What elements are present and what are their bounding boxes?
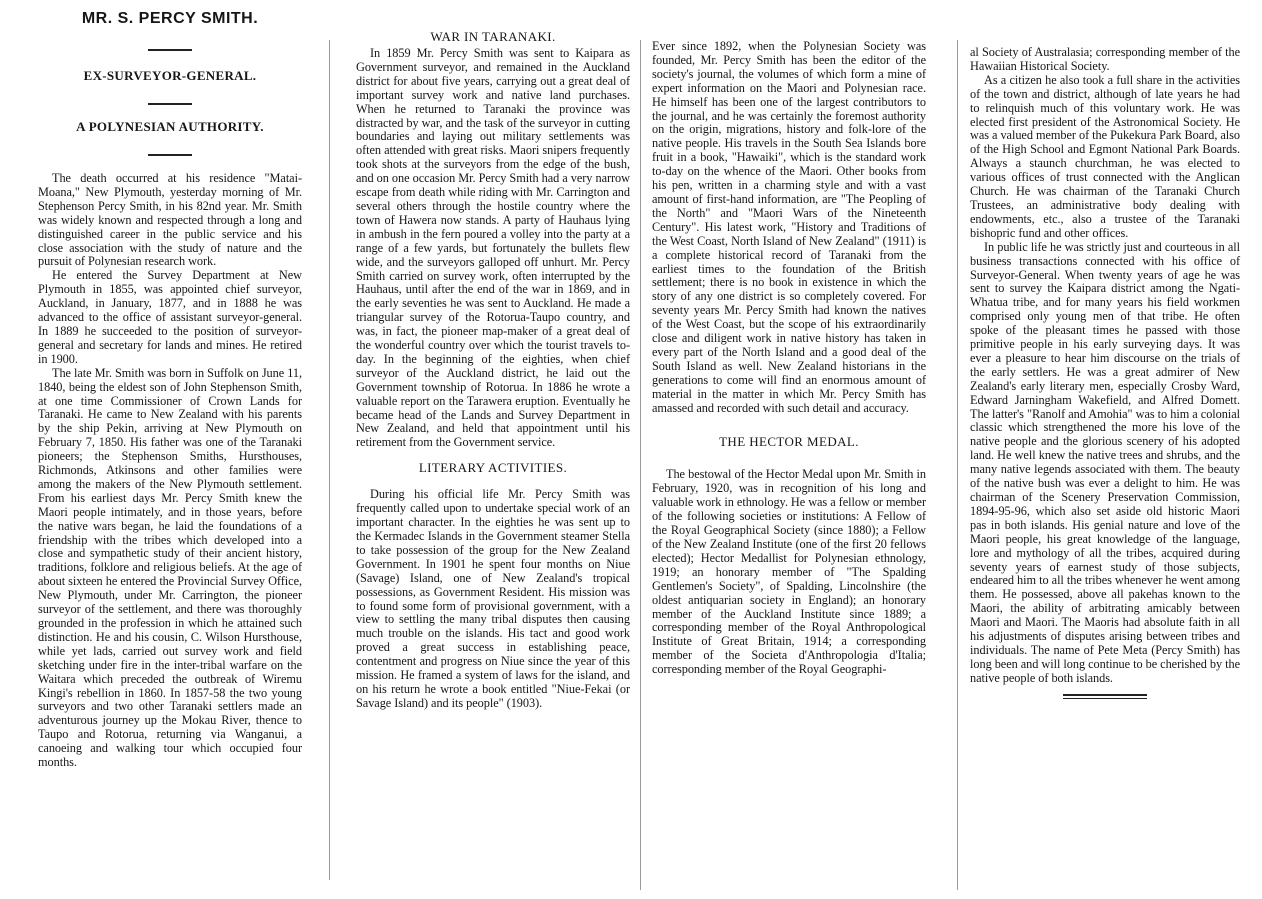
article-body <box>652 468 926 677</box>
end-rule <box>1063 698 1147 699</box>
paragraph: As a citizen he also took a full share in the activities of the town and district, although of late years he had to relinquish much of this voluntary work. He was elected first president of the Astronomical Society. He was a valued member of the Pukekura Park Board, also of the High School and Egmont National Park Boards. Always a staunch churchman, he was elected to various offices of trust connected with the Anglican Church. He was chairman of the Taranaki Church Trustees, an administrative body dealing with endowments, etc., also a trustee of the Taranaki bishopric fund and other offices. <box>970 72 1240 240</box>
subheadline: EX-SURVEYOR-GENERAL. <box>83 68 257 83</box>
column-1 <box>34 0 306 899</box>
section-heading-hector-medal: THE HECTOR MEDAL. <box>719 434 859 450</box>
divider <box>148 49 192 51</box>
column-3 <box>648 0 930 899</box>
paragraph: In 1859 Mr. Percy Smith was sent to Kaipara as Government surveyor, and remained in the Auckland district for about five years, carrying out a great deal of important survey work and native land purchases. When he returned to Taranaki the province was distracted by war, and the task of the surveyor in cutting boundaries and laying out military settlements was often attended with great risks. Maori snipers frequently took shots at the surveyors from the edge of the bush, and on one occasion Mr. Percy Smith had a very narrow escape from death while riding with Mr. Carrington and several others through the hostile country where the town of Hawera now stands. A party of Hauhaus lying in ambush in the fern poured a volley into the party at a range of a few yards, but fortunately the bullets flew wide, and the surveyors galloped off unhurt. Mr. Percy Smith carried on survey work, often interrupted by the Hauhaus, until after the end of the war in 1869, and in the early seventies he was sent to Auckland. He made a triangular survey of the Rotorua-Taupo country, and was, in fact, the pioneer map-maker of a great deal of the wonderful country over which the tourist travels to-day. In the beginning of the eighties, when chief surveyor of the Auckland district, he laid out the Government township of Rotorua. In 1886 he wrote a valuable report on the Tarawera eruption. Eventually he became head of the Lands and Survey Department in New Zealand, and held that appointment until his retirement from the Government service. <box>356 46 630 450</box>
column-rule <box>329 40 330 880</box>
paragraph: During his official life Mr. Percy Smith was frequently called upon to undertake special work of an important character. In the eighties he was sent up to the Kermadec Islands in the Government steamer Stella to take possession of the group for the New Zealand Government. In 1901 he spent four months on Niue (Savage) Island, one of New Zealand's tropical possessions, as Government Resident. His mission was to found some form of provisional government, with a view to settling the many tribal disputes then causing much trouble on the islands. His tact and good work proved a great success in establishing peace, contentment and progress on Niue since the year of this mission. He framed a system of laws for the island, and on his return he wrote a book entitled "Niue-Fekai (or Savage Island) and its people" (1903). <box>356 487 630 710</box>
paragraph: Ever since 1892, when the Polynesian Society was founded, Mr. Percy Smith has been the editor of the society's journal, the volumes of which form a mine of expert information on the Maori and Polynesian race. He himself has been one of the largest contributors to the journal, and he was certainly the foremost authority on the origin, migrations, history and folk-lore of the native people. His travels in the South Sea Islands bore fruit in a book, "Hawaiki", which is the standard work to-day on the whence of the Maori. Other books from his pen, written in a charming style and with a vast amount of first-hand information, are "The Peopling of the North" and "Maori Wars of the Nineteenth Century". His latest work, "History and Traditions of the West Coast, North Island of New Zealand" (1911) is a complete historical record of Taranaki from the earliest times to the foundation of the British settlement; there is no book in existence in which the story of any one district is so completely covered. For seventy years Mr. Percy Smith had known the natives of the West Coast, but the scope of his extraordinarily close and diligent work in native history has taken in every part of the North Island and a good deal of the South Island as well. New Zealand historians in the generations to come will find an enormous amount of material in the matter in which Mr. Percy Smith has amassed and recorded with such detail and accuracy. <box>652 39 926 415</box>
paragraph: The death occurred at his residence "Matai-Moana," New Plymouth, yesterday morning of Mr. Stephenson Percy Smith, in his 82nd year. Mr. Smith was widely known and respected through a long and distinguished career in the public service and his close association with the study of nature and the pursuit of Polynesian research work. <box>38 171 302 269</box>
article-body <box>356 488 630 711</box>
column-rule <box>640 40 641 890</box>
paragraph: He entered the Survey Department at New Plymouth in 1855, was appointed chief surveyor, Auckland, in January, 1877, and in 1888 he was advanced to the office of assistant surveyor-general. In 1889 he succeeded to the position of surveyor-general and secretary for lands and mines. He retired in 1900. <box>38 268 302 366</box>
column-2 <box>352 0 634 899</box>
paragraph: al Society of Australasia; corresponding member of the Hawaiian Historical Society. <box>970 45 1240 73</box>
headline: MR. S. PERCY SMITH. <box>81 10 259 27</box>
article-body <box>356 47 630 450</box>
divider <box>148 154 192 156</box>
section-heading-war: WAR IN TARANAKI. <box>430 29 556 44</box>
paragraph: The late Mr. Smith was born in Suffolk on June 11, 1840, being the eldest son of John Stephenson Smith, at one time Commissioner of Crown Lands for Taranaki. He came to New Zealand with his parents by the ship Pekin, arriving at New Plymouth on February 7, 1850. His father was one of the Taranaki pioneers; the Stephenson Smiths, Hursthouses, Richmonds, Atkinsons and other families were among the makers of the New Plymouth settlement. From his earliest days Mr. Percy Smith knew the Maori people intimately, and in those years, before the native wars began, he laid the foundations of a friendship with the tribes which developed into a close and sympathetic study of their ancient history, traditions, folklore and religious beliefs. At the age of about sixteen he entered the Provincial Survey Office, New Plymouth, under Mr. Carrington, the pioneer surveyor of the settlement, and there was thoroughly grounded in the profession in which he attained such distinction. He and his cousin, C. Wilson Hursthouse, while yet lads, carried out survey work and field sketching under fire in the inter-tribal warfare on the Waitara which preceded the outbreak of Wiremu Kingi's rebellion in 1860. In 1857-58 the two young surveyors and two other Taranaki settlers made an adventurous journey up the Mokau River, thence to Taupo and Rotorua, returning via Wanganui, a canoeing and walking tour which occupied four months. <box>38 365 302 770</box>
article-body <box>38 172 302 770</box>
column-4 <box>966 0 1244 899</box>
section-heading-literary: LITERARY ACTIVITIES. <box>418 460 568 476</box>
end-rule <box>1063 694 1147 696</box>
column-rule <box>957 40 958 890</box>
divider <box>148 103 192 105</box>
article-body <box>970 46 1240 686</box>
subheadline-2: A POLYNESIAN AUTHORITY. <box>76 119 264 134</box>
paragraph: In public life he was strictly just and courteous in all business transactions connected with his office of Surveyor-General. When twenty years of age he was sent to survey the Kaipara district among the Ngati-Whatua tribe, and for many years his field workmen comprised only young men of that tribe. He often spoke of the pleasant times he passed with those primitive people in his early surveying days. It was ever a pleasure to hear him discourse on the trials of the early settlers. He was a great admirer of New Zealand's early literary men, especially Crosby Ward, Edward Jarningham Wakefield, and Alfred Domett. The latter's "Ranolf and Amohia" was to him a colonial classic which strengthened the more his love of the native people and the glorious scenery of his adopted land. He well knew the native trees and shrubs, and the many native legends associated with them. The beauty of the native bush was ever a delight to him. He was chairman of the Scenery Preservation Commission, 1894-95-96, which also set aside old historic Maori pas in both islands. His genial nature and love of the Maori people, his great knowledge of the language, lore and mythology of all the tribes, acquired during seventy years of earnest study of those subjects, endeared him to all the tribes whenever he went among them. He possessed, above all pakehas known to the Maori, the ability of arbitrating amicably between Maori and Maori. The Maoris had absolute faith in all his adjustments of disputes arising between tribes and individuals. The name of Pete Meta (Percy Smith) has long been and will long continue to be cherished by the native people of both islands. <box>970 239 1240 685</box>
article-body <box>652 40 926 415</box>
paragraph: The bestowal of the Hector Medal upon Mr. Smith in February, 1920, was in recognition of his long and valuable work in ethnology. He was a fellow or member of the following societies or institutions: A Fellow of the Royal Geographical Society (since 1880); a Fellow of the New Zealand Institute (one of the first 20 fellows elected); Hector Medallist for Polynesian ethnology, 1919; an honorary member of "The Spalding Gentlemen's Society", of Spalding, Lincolnshire (the oldest antiquarian society in England); an honorary member of the Auckland Institute since 1889; a corresponding member of the Royal Anthropological Institute of Great Britain, 1914; a corresponding member of the Societa d'Anthropologia d'Italia; corresponding member of the Royal Geographi- <box>652 467 926 677</box>
